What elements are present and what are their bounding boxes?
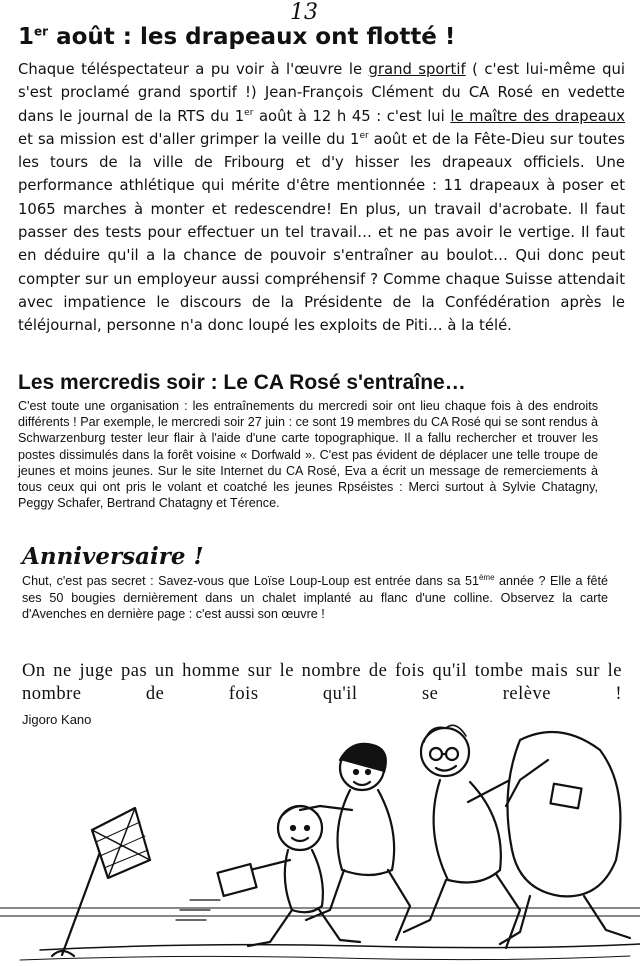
section-title-wednesday: Les mercredis soir : Le CA Rosé s'entraîne… (18, 371, 466, 394)
section-body-wednesday: C'est toute une organisation : les entraînements du mercredi soir ont lieu chaque fois à des endroits différents ! Par exemple, le mercredi soir 27 juin : ce sont 19 membres du CA Rosé qui se sont rendus à Schwarzenburg tester leur flair à l'aide d'une carte topographique. Il a fallu rechercher et trouver les postes dissimulés dans la forêt voisine « Dorfwald ». C'est pas évident de déplacer une telle troupe de jeunes et moins jeunes. Sur le site Internet du CA Rosé, Eva a écrit un message de remerciements à tous ceux qui ont pris le volant et coatché les jeunes Rpséistes : Merci surtout à Sylvie Chatagny, Peggy Schafer, Bertrand Chatagny et Térence. (18, 399, 598, 511)
flag-drawing (52, 808, 150, 956)
page-number: 13 (290, 0, 318, 25)
quote-author: Jigoro Kano (22, 712, 92, 727)
section-title-birthday: Anniversaire ! (22, 543, 204, 570)
section-body-august: Chaque téléspectateur a pu voir à l'œuvre le grand sportif ( c'est lui-même qui s'est proclamé grand sportif !) Jean-François Clément du CA Rosé en vedette dans le journal de la RTS du 1er août à 12 h 45 : c'est lui le maître des drapeaux et sa mission est d'aller grimper la veille du 1er août et de la Fête-Dieu sur toutes les tours de la ville de Fribourg et d'y hisser les drapeaux officiels. Une performance athlétique qui mérite d'être mentionnée : 11 drapeaux à poser et 1065 marches à monter et redescendre! En plus, un travail d'acrobate. Il faut passer des tests pour effectuer un tel travail… et ne pas avoir le vertige. Il faut en déduire qu'il a la chance de pouvoir s'entraîner au boulot… Qui donc peut compter sur un employeur aussi compréhensif ? Comme chaque Suisse attendait avec impatience le discours de la Présidente de la Confédération après le téléjournal, personne n'a donc loupé les exploits de Piti… à la télé. (18, 61, 626, 335)
quote-text: On ne juge pas un homme sur le nombre de fois qu'il tombe mais sur le nombre de fois qu'il se relève ! (22, 661, 622, 704)
underlined-phrase: grand sportif (368, 61, 466, 78)
underlined-phrase: le maître des drapeaux (450, 107, 626, 125)
section-title-august: 1er août : les drapeaux ont flotté ! (18, 24, 456, 50)
runners-illustration (0, 710, 640, 966)
section-body-birthday: Chut, c'est pas secret : Savez-vous que Loïse Loup-Loup est entrée dans sa 51ème année ? Elle a fêté ses 50 bougies dernièrement dans un chalet implanté au flanc d'une colline. Observez la carte d'Avenches en dernière page : c'est aussi son œuvre ! (22, 572, 608, 621)
